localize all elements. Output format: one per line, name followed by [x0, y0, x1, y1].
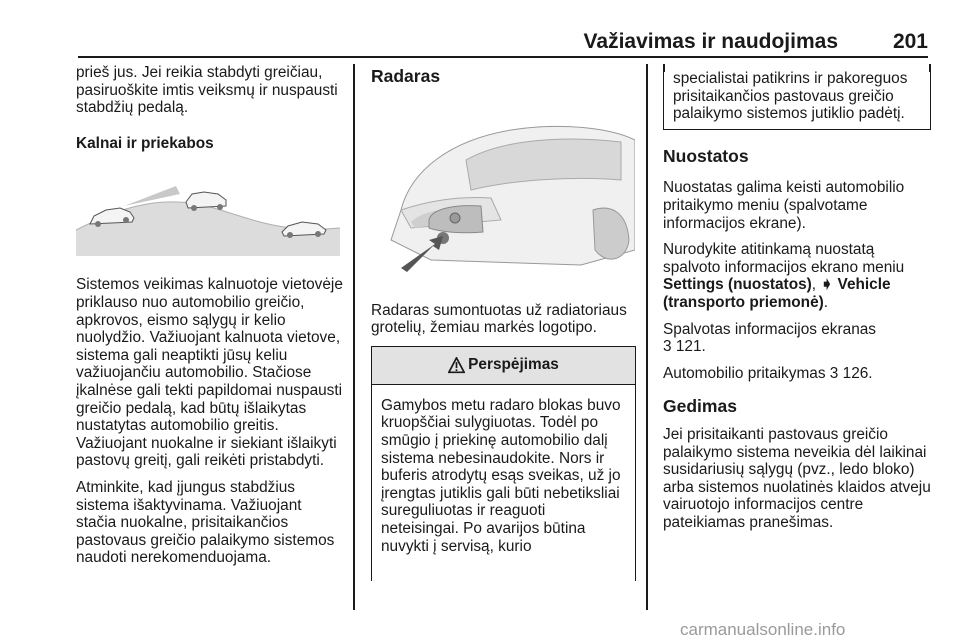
text: .	[823, 293, 829, 311]
column-3	[663, 64, 931, 540]
menu-vehicle-label: Vehicle (transporto priemonė)	[663, 276, 891, 311]
warning-box	[371, 346, 636, 581]
page-number: 201	[892, 30, 928, 53]
page-reference[interactable]: 3 121.	[663, 338, 706, 356]
hills-illustration	[76, 172, 340, 256]
paragraph: Sistemos veikimas kalnuotoje vietovėje priklauso nuo automobilio greičio, apkrovos, eismo sąlygų ir kelio nuolydžio. Važiuojant kalnuota vietove, sistema gali neaptikti jūsų keliu važiuojančiu automobilio. Stačiose įkalnėse gali tekti papildomai nuspausti greičio pedalą, kad būtų išlaikytas nustatytas automobilio greitis. Važiuojant nuokalne ir siekiant išlaikyti pastovų greitį, gali reikėti pristabdyti.	[76, 276, 343, 470]
paragraph-settings-path	[663, 241, 931, 311]
paragraph-reference	[663, 365, 931, 383]
watermark: carmanualsonline.info	[680, 620, 846, 639]
heading-fault: Gedimas	[663, 396, 737, 417]
paragraph: prieš jus. Jei reikia stabdyti greičiau, pasiruoškite imtis veiksmų ir nuspausti stabdžių pedalą.	[76, 64, 338, 117]
heading-settings: Nuostatos	[663, 145, 749, 166]
arrow-icon: ➧	[820, 276, 834, 294]
column-divider-2	[646, 64, 648, 610]
menu-settings-label: Settings (nuostatos)	[663, 276, 812, 294]
warning-continuation: specialistai patikrins ir pakoreguos prisitaikančios pastovaus greičio palaikymo sistemos jutiklio padėtį.	[663, 64, 931, 130]
column-divider-1	[353, 64, 355, 610]
warning-icon	[448, 357, 465, 374]
paragraph: Nuostatas galima keisti automobilio pritaikymo meniu (spalvotame informacijos ekrane).	[663, 179, 905, 232]
page-header	[78, 28, 928, 58]
warning-title: Perspėjimas	[468, 356, 559, 374]
text: ,	[811, 276, 821, 294]
paragraph: Radaras sumontuotas už radiatoriaus grotelių, žemiau markės logotipo.	[371, 301, 627, 337]
column-1	[76, 64, 344, 576]
paragraph: Jei prisitaikanti pastovaus greičio palaikymo sistema neveikia dėl laikinai susidariusių sąlygų (pvz., ledo bloko) arba sistemos nuolatinės klaidos atveju vairuotojo informacijos centre pateikiamas pranešimas.	[663, 425, 931, 531]
warning-header	[372, 347, 635, 385]
paragraph: Atminkite, kad įjungus stabdžius sistema išaktyvinama. Važiuojant stačia nuokalne, prisitaikančios pastovaus greičio palaikymo sistemos naudoti nerekomenduojama.	[76, 478, 335, 567]
warning-body: Gamybos metu radaro blokas buvo kruopščiai sulygiuotas. Todėl po smūgio į priekinę automobilio dalį sistema nebesinaudokite. Nors ir buferis atrodytų esąs sveikas, už jo įrengtas jutiklis gali būti nebetiksliai sureguliuotas ir reaguoti neteisingai. Po avarijos būtina nuvykti į servisą, kurio	[381, 396, 621, 555]
text: Nurodykite atitinkamą nuostatą spalvoto informacijos ekrano meniu	[663, 241, 905, 276]
subheading-hills: Kalnai ir priekabos	[76, 134, 214, 152]
column-2	[371, 64, 636, 581]
car-radar-illustration	[371, 100, 635, 280]
page-reference[interactable]: 3 126.	[829, 364, 873, 382]
heading-radar: Radaras	[371, 66, 441, 86]
header-title: Važiavimas ir naudojimas	[583, 30, 838, 53]
text: Automobilio pritaikymas	[663, 364, 830, 382]
text: Spalvotas informacijos ekranas	[663, 320, 877, 338]
paragraph-reference	[663, 321, 931, 356]
